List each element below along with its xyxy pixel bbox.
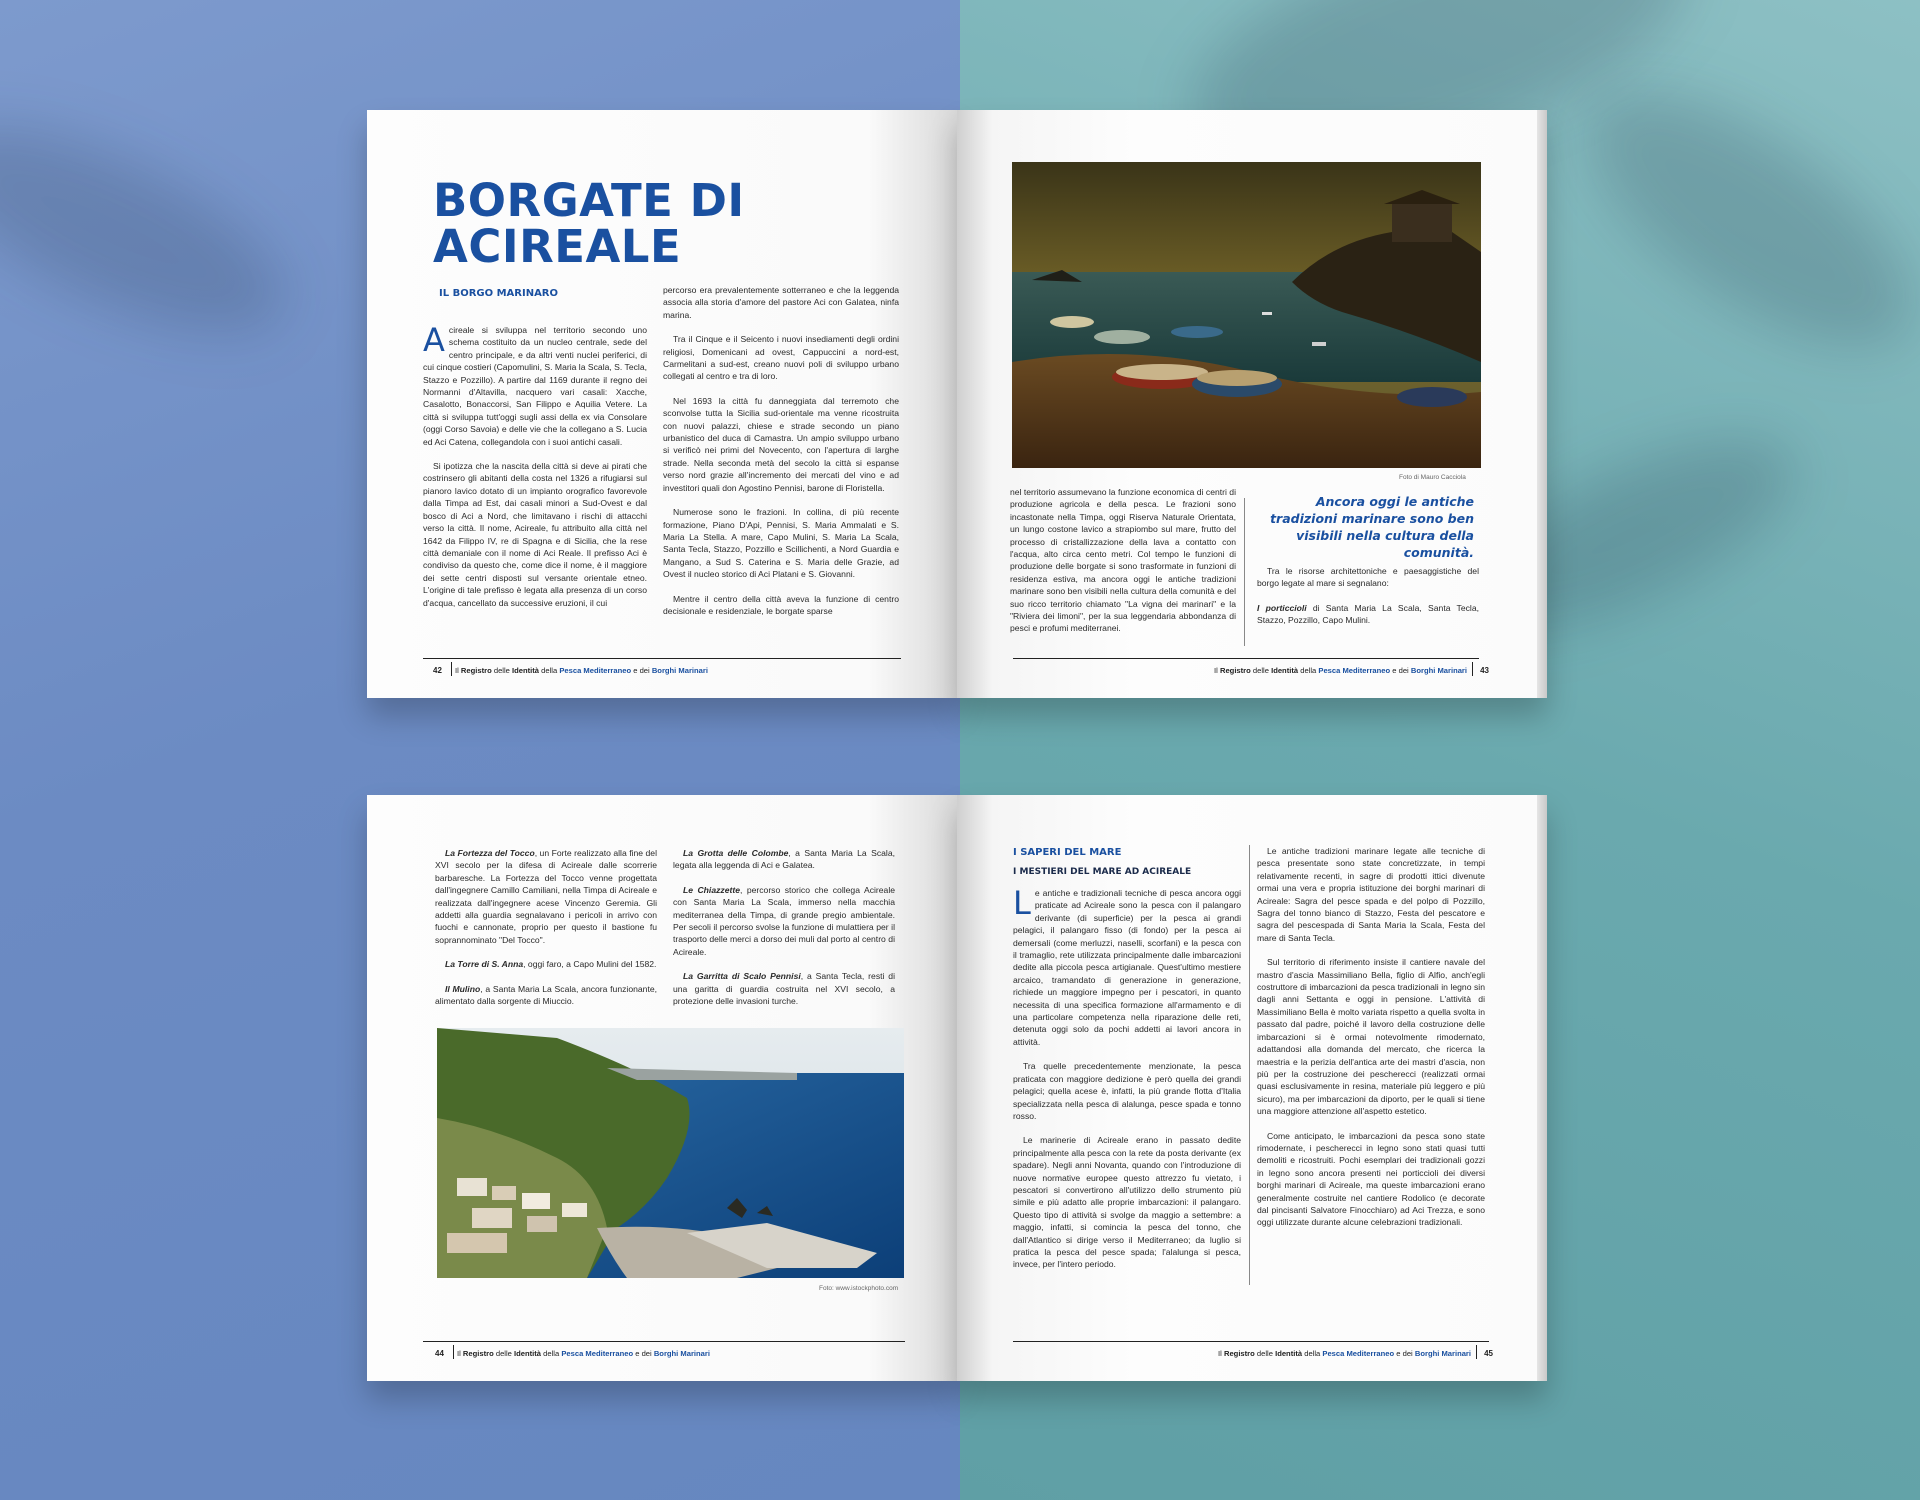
photo-credit: Foto: www.istockphoto.com: [819, 1285, 899, 1292]
column-divider: [1249, 845, 1250, 1285]
text-column-2: percorso era prevalentemente sotterraneo e che la leggenda associa alla storia d'amore del pastore Aci con Galatea, ninfa marina. Tra il Cinque e il Seicento i nuovi insediamenti degli ordini religiosi, Domenicani ad ovest, Cappuccini a nord-est, Carmelitani a sud-est, creano nuovi poli di sviluppo urbano collegati al centro e tra di loro. Nel 1693 la città fu danneggiata dal terremoto che sconvolse tutta la Sicilia sud-orientale ma venne ricostruita con nuovi palazzi, chiese e strade secondo un piano urbanistico del duca di Camastra. Un ampio sviluppo urbano si verificò nei primi del Novecento, con l'apertura di larghe strade. Nella seconda metà del secolo la città si espanse verso nord grazie all'incremento dei mercati del vino e ad investitori quali don Agostino Pennisi, barone di Floristella. Numerose sono le frazioni. In collina, di più recente formazione, Piano D'Api, Pennisi, S. Maria Ammalati e S. Maria La Stella. A mare, Capo Mulini, S. Maria La Scala, Santa Tecla, Stazzo, Pozzillo e Scillichenti, a Nord Guardia e Mangano, a Sud S. Caterina e S. Maria delle Grazie, ad Ovest il nucleo storico di Aci Platani e S. Giovanni. Mentre il centro della città aveva la funzione di centro decisionale e residenziale, le borgate sparse: [663, 285, 899, 616]
column-divider: [1244, 498, 1245, 646]
text-column-1: nel territorio assumevano la funzione economica di centri di produzione agricola e della pesca. Le frazioni sono incastonate nella Timpa, oggi Riserva Naturale Orientata, un lungo costone lavico a strapiombo sul mare, frutto del processo di cristallizzazione della lava a contatto con l'acqua, alto circa cento metri. Col tempo le funzioni di produzione delle borgate si sono trasformate in funzioni di residenza estiva, ma ancora oggi le antiche tradizioni marinare sono ben visibili nella cultura della comunità e del suo ricco territorio chiamato "La vigna dei marinari" e la "Riviera dei limoni", per la sua leggendaria abbondanza di pesci e profumi mediterranei.: [1010, 487, 1236, 634]
page-43: [957, 110, 1547, 698]
page-number: 44: [435, 1349, 444, 1358]
subhead: IL BORGO MARINARO: [439, 288, 559, 299]
page-footer: [957, 1341, 1547, 1381]
pull-quote: Ancora oggi le antiche tradizioni marinare sono ben visibili nella cultura della comunità.: [1270, 494, 1474, 560]
page-42: [367, 110, 957, 698]
text-column-1: Acireale si sviluppa nel territorio secondo uno schema costituito da un nucleo centrale, sede del centro principale, e da altri venti nuclei periferici, di cui cinque costieri (Capomulini, S. Maria la Scala, S. Tecla, Stazzo e Pozzillo). A partire dal 1169 durante il regno dei Normanni d'Altavilla, nacquero vari casali: Xacche, Casalotto, Bonaccorsi, San Filippo e Aquilia Vetere. La città si sviluppa tutt'oggi sugli assi della ex via Consolare (oggi Corso Savoia) e delle vie che la collegano a S. Lucia ed Aci Catena, collegandola con i suoi antichi casali. Si ipotizza che la nascita della città si deve ai pirati che costrinsero gli abitanti della costa nel 1326 a rifugiarsi sul pianoro lavico dotato di un impianto orografico favorevole dalla Timpa ad Est, dai casali minori a Sud-Ovest e dal bosco di Aci a Nord, che limitavano i rischi di attacchi verso la città. Il nome, Acireale, fu attribuito alla città nel 1642 da Filippo IV, re di Spagna e di Sicilia, che la rese città demaniale con il nome di Aci Reale. Il prefisso Aci è condiviso da questo che, come dice il nome, è il maggiore dei sette centri disposti sul versante orientale etneo. L'origine di tale prefisso è legata alla presenza di un corso d'acqua, cancellato da successive eruzioni, il cui: [423, 321, 647, 608]
drop-cap: A: [423, 321, 445, 359]
coastal-village-photo: [437, 1028, 904, 1278]
photo-credit: Foto di Mauro Cacciola: [1399, 474, 1466, 481]
drop-cap: L: [1013, 884, 1031, 922]
footer-publication-title: Il Registro delle Identità della Pesca Mediterraneo e dei Borghi Marinari: [1214, 666, 1467, 675]
text-column-2: Le antiche tradizioni marinare legate alle tecniche di pesca presentate sono state concretizzate, in tempi relativamente recenti, in sagre di prodotti ittici divenute ormai una vera e propria istituzione dei borghi marinari di Acireale: Sagra del pesce spada e del polpo di Pozzillo, Sagra del tonno bianco di Stazzo, Festa del pescatore e sagra del pescespada di Santa Maria la Scala, Festa del mare di Santa Tecla. Sul territorio di riferimento insiste il cantiere navale del mastro d'ascia Massimiliano Bella, figlio di Alfio, anch'egli costruttore di imbarcazioni da pesca tradizionali in legno sin dagli anni Settanta e oggi in pensione. L'attività di Massimiliano Bella è molto variata rispetto a quella svolta in passato dal padre, poiché il lavoro della costruzione delle imbarcazioni si è ormai notevolmente rimodernato, adattandosi alla domanda del mercato, che ricerca la maestria e la perizia dell'antica arte dei mastri d'ascia, non più per la costruzione dei pescherecci (realizzati ormai quasi esclusivamente in resina, materiale più leggero e più sicuro), ma per imbarcazioni da diporto, per le quali si tiene una maggiore attenzione all'aspetto estetico. Come anticipato, le imbarcazioni da pesca sono state rimodernate, i pescherecci in legno sono stati quasi tutti demoliti e ricostruiti. Pochi esemplari dei tradizionali gozzi in legno sono ancora presenti nei porticcioli dei diversi borghi marinari di Acireale, ma queste imbarcazioni erano generalmente costruite nel cantiere Rodolico (e decorate dal pincisanti Salvatore Finocchiaro) ad Aci Trezza, e sono oggi utilizzate durante alcune celebrazioni tradizionali.: [1257, 846, 1485, 1228]
text-column-1: La Fortezza del Tocco, un Forte realizzato alla fine del XVI secolo per la difesa di Acireale dalle scorrerie barbaresche. La Fortezza del Tocco venne progettata dall'ingegnere Camillo Camiliani, nella Timpa di Acireale e realizzata dall'ingegnere acese Vincenzo Geremia. Gli addetti alla guardia segnalavano i pericoli in arrivo con fuochi e cannonate, proprio per questo il bastione fu soprannominato "Del Tocco". La Torre di S. Anna, oggi faro, a Capo Mulini del 1582. Il Mulino, a Santa Maria La Scala, ancora funzionante, alimentato dalla sorgente di Miuccio.: [435, 848, 657, 1007]
magazine-spread-bottom: [367, 795, 1547, 1381]
text-column-2: Tra le risorse architettoniche e paesaggistiche del borgo legate al mare si segnalano: I porticcioli di Santa Maria La Scala, Santa Tecla, Stazzo, Pozzillo, Capo Mulini.: [1257, 566, 1479, 626]
page-footer: [367, 658, 957, 698]
footer-publication-title: Il Registro delle Identità della Pesca Mediterraneo e dei Borghi Marinari: [457, 1349, 710, 1358]
page-number: 42: [433, 666, 442, 675]
page-footer: [957, 658, 1547, 698]
page-number: 45: [1484, 1349, 1493, 1358]
text-column-2: La Grotta delle Colombe, a Santa Maria La Scala, legata alla leggenda di Aci e Galatea. Le Chiazzette, percorso storico che collega Acireale con Santa Maria La Scala, immerso nella macchia mediterranea della Timpa, di grande pregio ambientale. Per secoli il percorso svolse la funzione di mulattiera per il trasporto delle merci a dorso dei muli dal porto al centro di Acireale. La Garritta di Scalo Pennisi, a Santa Tecla, resti di una garitta di guardia costruita nel XVI secolo, a protezione delle invasioni turche.: [673, 848, 896, 1007]
footer-publication-title: Il Registro delle Identità della Pesca Mediterraneo e dei Borghi Marinari: [455, 666, 708, 675]
text-column-1: Le antiche e tradizionali tecniche di pesca ancora oggi praticate ad Acireale sono la pesca con il palangaro derivante (di superficie) per la pesca ai grandi pelagici, il palangaro fisso (di fondo) per la pesca ai demersali (come merluzzi, naselli, scorfani) e la pesca con il tramaglio, rete utilizzata principalmente dalle imbarcazioni dedite alla piccola pesca artigianale. Quest'ultimo mestiere arcaico, tramandato di generazione in generazione, richiede un maggiore impegno per i pescatori, in quanto necessita di una specifica formazione all'armamento e di una particolare competenza nella riparazione delle reti, detenuta oggi solo da pochi addetti ai lavori ancora in attività. Tra quelle precedentemente menzionate, la pesca praticata con maggiore dedizione è però quella dei grandi pelagici; quella acese è, infatti, la più grande flotta d'Italia specializzata nella pesca di alalunga, pesce spada e tonno rosso. Le marinerie di Acireale erano in passato dedite principalmente alla pesca con la rete da posta derivante (ex spadare). Negli anni Novanta, quando con l'introduzione di nuove normative europee questo attrezzo fu vietato, i pescatori si convertirono all'utilizzo dello strumento più simile e più adatto alle proprie imbarcazioni: il palangaro. Questo tipo di attività si svolge da maggio a settembre: a maggio, infatti, si comincia la pesca del tonno, che dall'Atlantico si dirige verso il Mediterraneo; da luglio si pratica la pesca del pesce spada; l'alalunga si pesca, invece, per l'intero periodo.: [1013, 884, 1241, 1270]
page-44: [367, 795, 957, 1381]
magazine-spread-top: [367, 110, 1547, 698]
section-subheading: I MESTIERI DEL MARE AD ACIREALE: [1013, 867, 1192, 877]
page-footer: [367, 1341, 957, 1381]
section-heading: I SAPERI DEL MARE: [1013, 847, 1122, 858]
page-number: 43: [1480, 666, 1489, 675]
page-45: [957, 795, 1547, 1381]
footer-publication-title: Il Registro delle Identità della Pesca Mediterraneo e dei Borghi Marinari: [1218, 1349, 1471, 1358]
page-title: BORGATE DI ACIREALE: [433, 174, 745, 273]
harbor-boats-photo: [1012, 162, 1481, 468]
